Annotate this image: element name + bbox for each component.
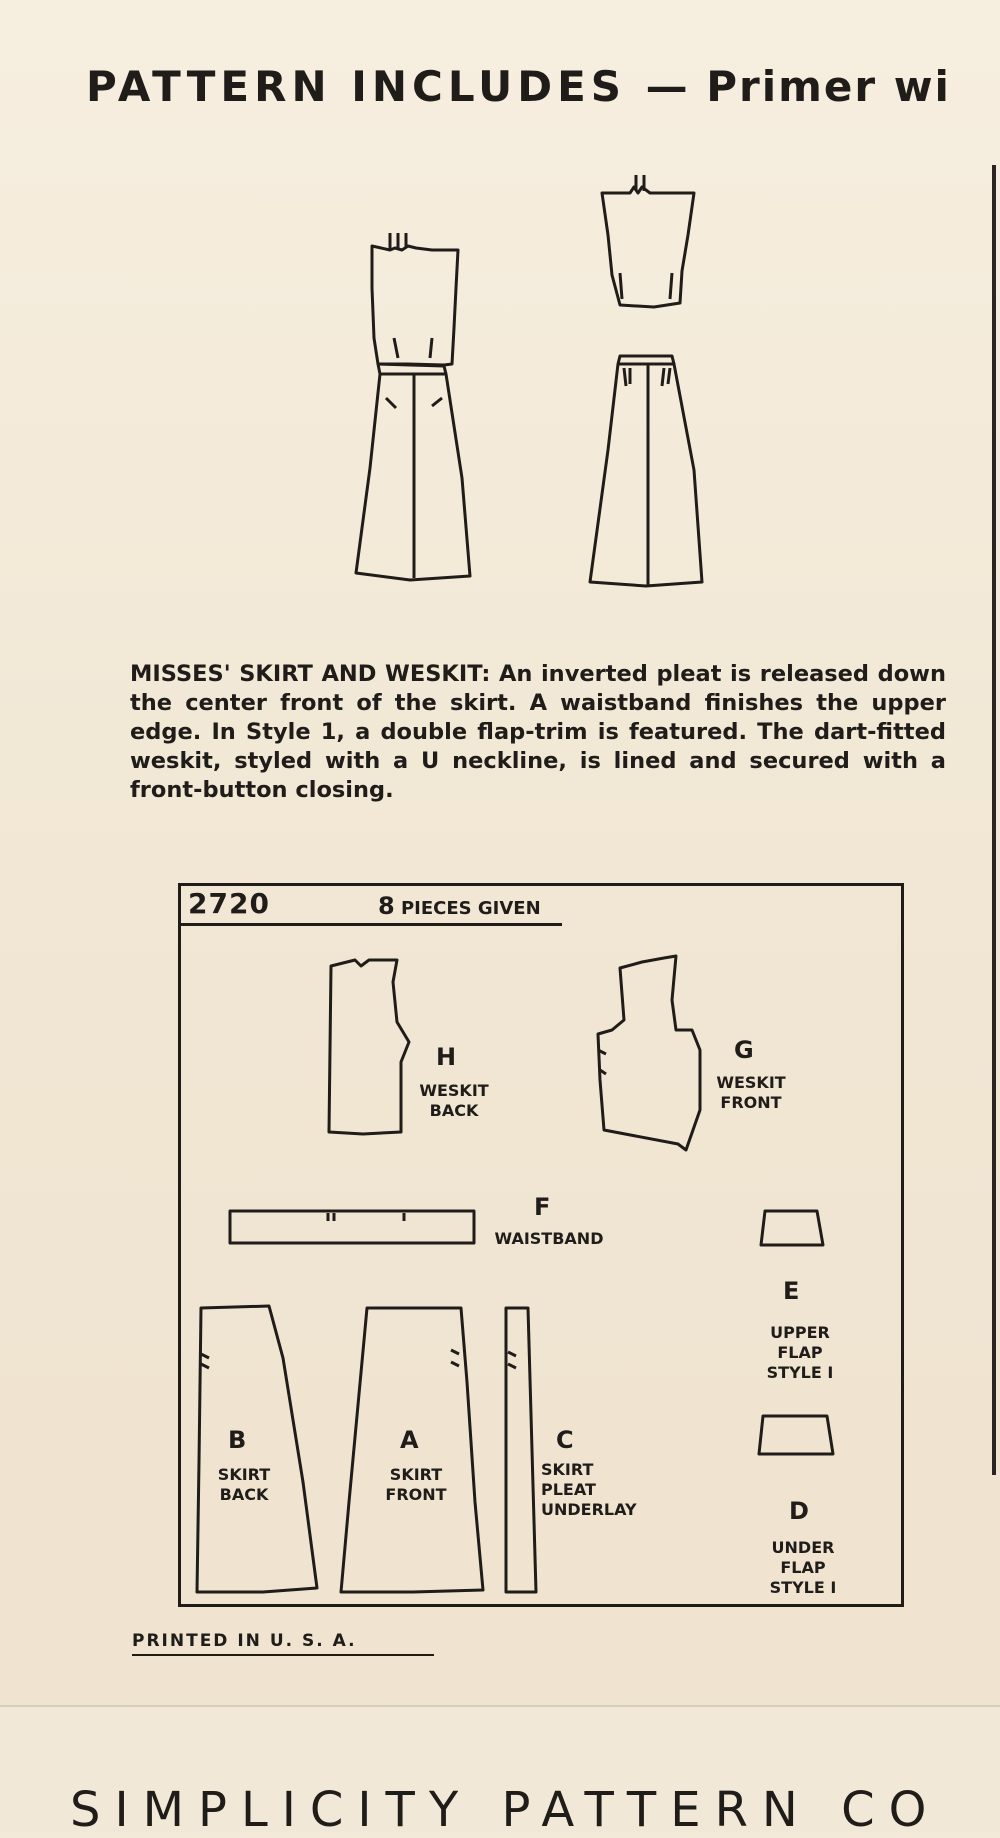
piece-a-name-line1: SKIRT <box>389 1465 443 1484</box>
description-lead: MISSES' SKIRT AND WESKIT: <box>130 661 491 687</box>
piece-a-label <box>376 1465 456 1505</box>
header-title: PATTERN INCLUDES <box>86 62 627 111</box>
piece-e-name-line2: FLAP <box>777 1343 823 1362</box>
style-2-weskit-sketch <box>594 175 704 315</box>
piece-b-label <box>204 1465 284 1505</box>
piece-c-letter: C <box>556 1426 574 1454</box>
piece-b-letter: B <box>228 1426 247 1454</box>
piece-c-pleat-underlay-shape <box>500 1302 542 1600</box>
description-text: An inverted pleat is released down the center front of the skirt. A waistband finishes the upper edge. In Style 1, a double flap-trim is featured. The dart-fitted weskit, styled with a U neckline, is lined and secured with a front-button closing. <box>130 661 946 803</box>
piece-a-letter: A <box>400 1426 419 1454</box>
pieces-count-number: 8 <box>378 892 395 920</box>
piece-d-name-line3: STYLE I <box>769 1578 837 1597</box>
pieces-count-label: PIECES GIVEN <box>400 898 541 919</box>
right-border-rule <box>992 165 996 1475</box>
piece-h-name-line1: WESKIT <box>419 1081 489 1100</box>
piece-d-label <box>760 1538 846 1598</box>
pattern-includes-header <box>86 62 951 111</box>
pieces-count <box>378 892 541 920</box>
piece-g-weskit-front-shape <box>592 950 707 1160</box>
piece-d-name-line2: FLAP <box>780 1558 826 1577</box>
style-2-skirt-sketch <box>584 350 714 590</box>
piece-h-weskit-back-shape <box>325 952 420 1137</box>
piece-c-name-line2: PLEAT <box>541 1480 596 1499</box>
piece-e-label <box>758 1323 842 1383</box>
piece-d-name-line1: UNDER <box>771 1538 835 1557</box>
header-subtitle: — Primer wi <box>645 62 951 111</box>
piece-g-name-line1: WESKIT <box>716 1073 786 1092</box>
pattern-number: 2720 <box>188 887 270 920</box>
piece-a-name-line2: FRONT <box>385 1485 447 1504</box>
piece-c-name-line1: SKIRT <box>541 1460 594 1479</box>
piece-h-label <box>414 1081 494 1121</box>
piece-d-letter: D <box>789 1497 809 1525</box>
piece-f-label <box>484 1229 614 1249</box>
piece-g-name-line2: FRONT <box>720 1093 782 1112</box>
printed-in-usa: PRINTED IN U. S. A. <box>132 1631 357 1651</box>
piece-e-name-line3: STYLE I <box>766 1363 834 1382</box>
piece-e-name-line1: UPPER <box>770 1323 830 1342</box>
pattern-description <box>130 660 946 805</box>
piece-h-letter: H <box>436 1043 457 1071</box>
piece-g-letter: G <box>734 1036 754 1064</box>
piece-f-waistband-shape <box>226 1205 480 1250</box>
pieces-header-underline <box>178 923 562 926</box>
simplicity-footer: SIMPLICITY PATTERN CO <box>70 1782 941 1838</box>
piece-f-name-line1: WAISTBAND <box>494 1229 604 1248</box>
piece-f-letter: F <box>534 1193 551 1221</box>
piece-e-letter: E <box>783 1277 800 1305</box>
piece-g-label <box>710 1073 792 1113</box>
piece-e-upper-flap-shape <box>757 1205 827 1250</box>
piece-c-name-line3: UNDERLAY <box>541 1500 637 1519</box>
piece-b-name-line2: BACK <box>219 1485 269 1504</box>
style-1-dress-sketch <box>350 228 480 588</box>
piece-c-label <box>541 1460 645 1520</box>
printed-underline <box>132 1654 434 1656</box>
piece-h-name-line2: BACK <box>429 1101 479 1120</box>
piece-b-name-line1: SKIRT <box>217 1465 271 1484</box>
piece-b-skirt-back-shape <box>193 1302 323 1600</box>
piece-d-under-flap-shape <box>755 1410 835 1460</box>
